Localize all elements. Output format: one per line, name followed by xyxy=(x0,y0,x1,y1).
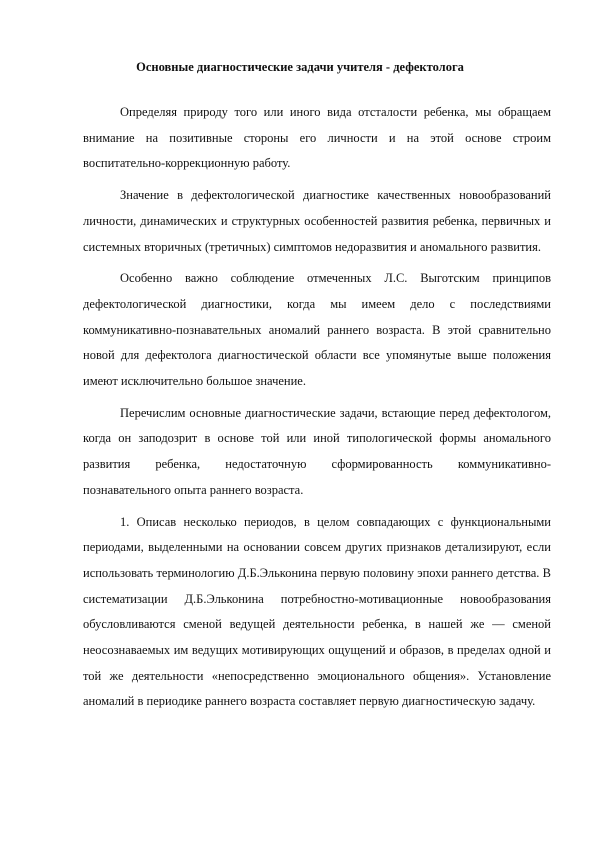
paragraph-5: 1. Описав несколько периодов, в целом совпадающих с функциональными периодами, выделенными на основании совсем других признаков детализируют, если использовать терминологию Д.Б.Эльконина первую половину эпохи раннего детства. В систематизации Д.Б.Эльконина потребностно-мотивационные новообразования обусловливаются сменой ведущей деятельности ребенка, в нашей же — сменой неосознаваемых им ведущих мотивирующих ощущений и образов, в пределах одной и той же деятельности «непосредственно эмоционального общения». Установление аномалий в периодике раннего возраста составляет первую диагностическую задачу. xyxy=(83,514,551,709)
document-body xyxy=(83,100,551,721)
paragraph-4: Перечислим основные диагностические задачи, встающие перед дефектологом, когда он заподозрит в основе той или иной типологической формы аномального развития ребенка, недостаточную сформированность коммуникативно-познавательного опыта раннего возраста. xyxy=(83,405,551,497)
document-title: Основные диагностические задачи учителя - дефектолога xyxy=(136,60,464,74)
paragraph-3: Особенно важно соблюдение отмеченных Л.С. Выготским принципов дефектологической диагностики, когда мы имеем дело с последствиями коммуникативно-познавательных аномалий раннего возраста. В этой сравнительно новой для дефектолога диагностической области все упомянутые выше положения имеют исключительно большое значение. xyxy=(83,271,551,389)
paragraph-1: Определяя природу того или иного вида отсталости ребенка, мы обращаем внимание на позитивные стороны его личности и на этой основе строим воспитательно-коррекционную работу. xyxy=(83,105,551,171)
paragraph-2: Значение в дефектологической диагностике качественных новообразований личности, динамических и структурных особенностей развития ребенка, первичных и системных вторичных (третичных) симптомов недоразвития и аномального развития. xyxy=(83,188,551,254)
